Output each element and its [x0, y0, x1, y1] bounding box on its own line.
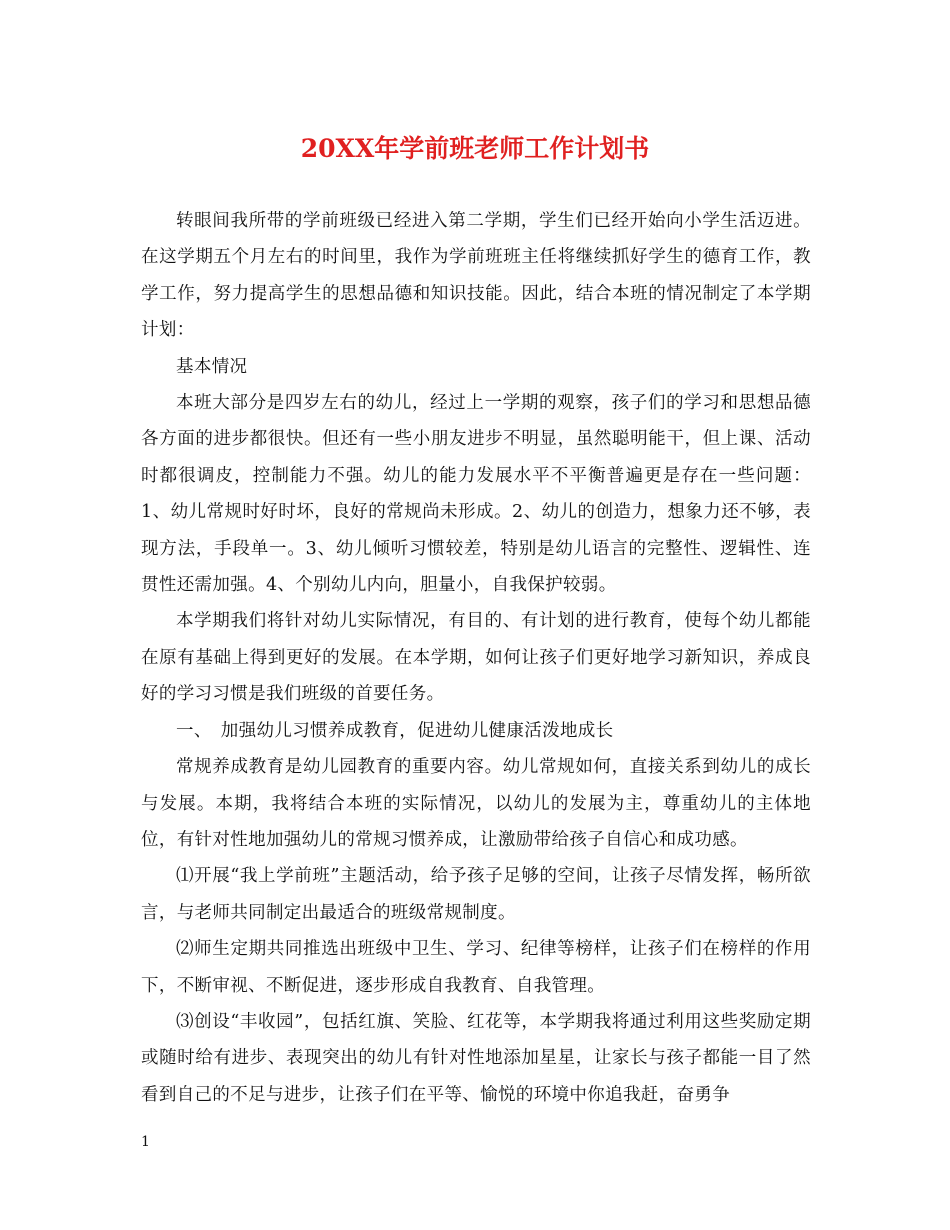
- document-title: 20XX年学前班老师工作计划书: [300, 134, 650, 163]
- paragraph-routine-education: 常规养成教育是幼儿园教育的重要内容。幼儿常规如何，直接关系到幼儿的成长与发展。本期，我将结合本班的实际情况，以幼儿的发展为主，尊重幼儿的主体地位，有针对性地加强幼儿的常规习惯养成，让激励带给孩子自信心和成功感。: [141, 757, 811, 850]
- list-item-3: ⑶创设“丰收园”，包括红旗、笑脸、红花等，本学期我将通过利用这些奖励定期或随时给有进步、表现突出的幼儿有针对性地添加星星，让家长与孩子都能一目了然看到自己的不足与进步，让孩子们在平等、愉悦的环境中你追我赶，奋勇争: [141, 1011, 811, 1105]
- document-body: [141, 203, 811, 1113]
- list-item-2: ⑵师生定期共同推选出班级中卫生、学习、纪律等榜样，让孩子们在榜样的作用下，不断审视、不断促进，逐步形成自我教育、自我管理。: [141, 939, 811, 996]
- heading-basic-situation: 基本情况: [176, 356, 248, 377]
- paragraph-semester-goal: 本学期我们将针对幼儿实际情况，有目的、有计划的进行教育，使每个幼儿都能在原有基础上得到更好的发展。在本学期，如何让孩子们更好地学习新知识，养成良好的学习习惯是我们班级的首要任务。: [141, 611, 811, 705]
- list-item-1: ⑴开展“我上学前班”主题活动，给予孩子足够的空间，让孩子尽情发挥，畅所欲言，与老师共同制定出最适合的班级常规制度。: [141, 866, 811, 923]
- heading-section-one: 一、 加强幼儿习惯养成教育，促进幼儿健康活泼地成长: [176, 720, 614, 741]
- paragraph-class-overview: 本班大部分是四岁左右的幼儿，经过上一学期的观察，孩子们的学习和思想品德各方面的进步都很快。但还有一些小朋友进步不明显，虽然聪明能干，但上课、活动时都很调皮，控制能力不强。幼儿的能力发展水平不平衡普遍更是存在一些问题：1、幼儿常规时好时坏，良好的常规尚未形成。2、幼儿的创造力，想象力还不够，表现方法，手段单一。3、幼儿倾听习惯较差，特别是幼儿语言的完整性、逻辑性、连贯性还需加强。4、个别幼儿内向，胆量小，自我保护较弱。: [141, 393, 811, 596]
- page-number: 1: [141, 1134, 150, 1150]
- paragraph-intro: 转眼间我所带的学前班级已经进入第二学期，学生们已经开始向小学生活迈进。在这学期五个月左右的时间里，我作为学前班班主任将继续抓好学生的德育工作，教学工作，努力提高学生的思想品德和知识技能。因此，结合本班的情况制定了本学期计划：: [141, 211, 811, 341]
